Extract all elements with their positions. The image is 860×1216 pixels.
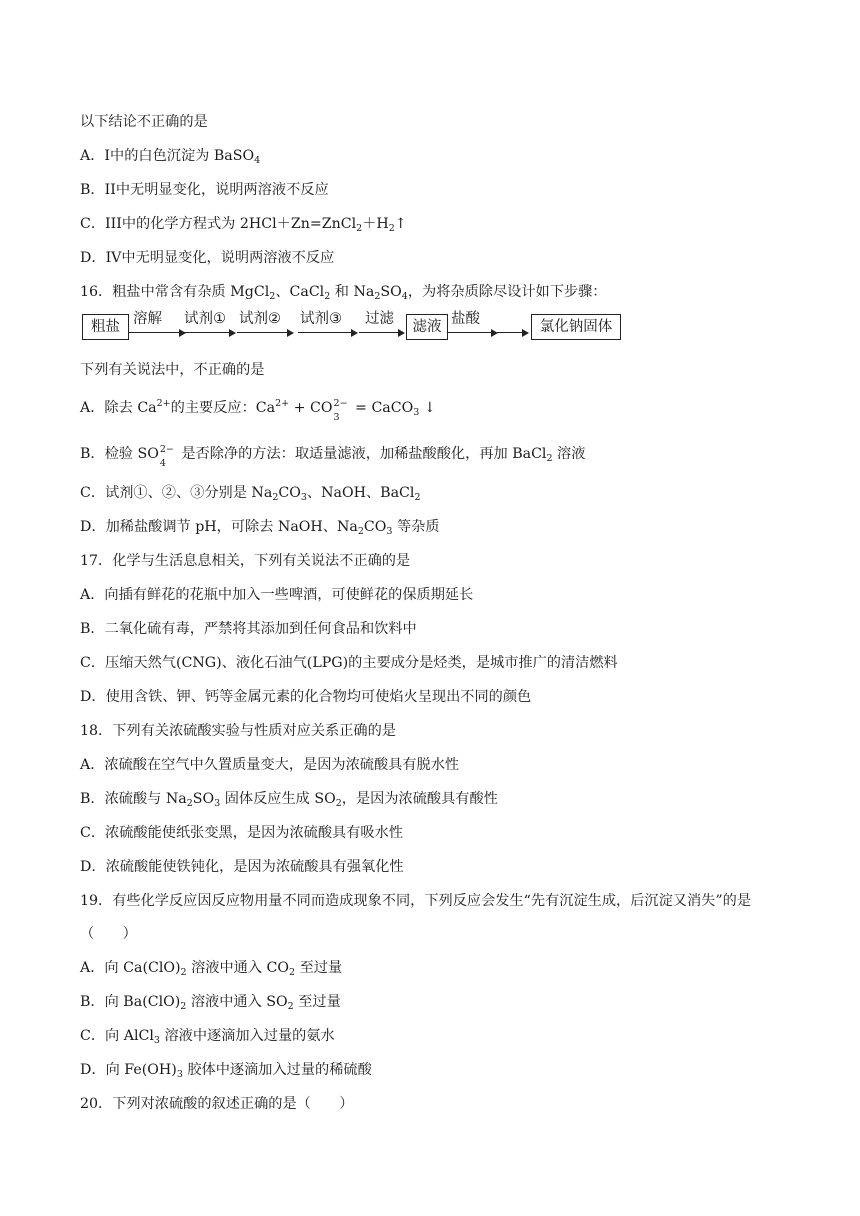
q17-option-c: C．压缩天然气(CNG)、液化石油气(LPG)的主要成分是烃类，是城市推广的清洁燃料: [80, 655, 618, 671]
flow-arrow: [129, 332, 184, 333]
q19-stem: 19．有些化学反应因反应物用量不同而造成现象不同，下列反应会发生“先有沉淀生成，后沉淀又消失”的是: [80, 893, 752, 909]
flow-label-reagent-3: 试剂③: [300, 311, 342, 327]
q16-option-b: B．检验 SO 2− 4 是否除净的方法：取适量滤液，加稀盐酸酸化，再加 BaCl$_2$ 溶液: [80, 444, 586, 469]
flow-arrow: [448, 332, 496, 333]
flow-arrow: [298, 332, 356, 333]
flow-arrow: [237, 332, 292, 333]
flow-label-reagent-2: 试剂②: [239, 311, 281, 327]
q18-option-d: D．浓硫酸能使铁钝化，是因为浓硫酸具有强氧化性: [80, 859, 404, 875]
flow-arrow: [184, 332, 234, 333]
q17-option-a: A．向插有鲜花的花瓶中加入一些啤酒，可使鲜花的保质期延长: [80, 587, 474, 603]
q15-stem: 以下结论不正确的是: [80, 114, 208, 130]
q18-stem: 18．下列有关浓硫酸实验与性质对应关系正确的是: [80, 723, 396, 739]
q18-option-b: B．浓硫酸与 $Na_2SO_3$ 固体反应生成 $SO_2$，是因为浓硫酸具有酸性: [80, 791, 498, 809]
q19-option-c: C．向 AlCl$_3$ 溶液中逐滴加入过量的氨水: [80, 1028, 335, 1046]
q16-option-a: A．除去 $Ca^{2+}$的主要反应：$Ca^{2+}$ + CO 2− 3 = CaCO$_3$ ↓: [80, 398, 436, 423]
q16-stem: 16．粗盐中常含有杂质 MgCl$_2$、CaCl$_2$ 和 $Na_2SO_4$，为将杂质除尽设计如下步骤：: [80, 284, 607, 302]
q19-option-a: A．向 $Ca(ClO)_2$ 溶液中通入 $CO_2$ 至过量: [80, 960, 343, 978]
flow-label-reagent-1: 试剂①: [184, 311, 226, 327]
q16-option-d: D．加稀盐酸调节 pH，可除去 NaOH、$Na_2CO_3$ 等杂质: [80, 519, 440, 537]
flow-box-filtrate: 滤液: [406, 314, 448, 340]
q20-stem: 20．下列对浓硫酸的叙述正确的是（ ）: [80, 1096, 354, 1112]
q16-a-equation: $Ca^{2+}$ + CO 2− 3 = CaCO$_3$ ↓: [255, 398, 436, 423]
q15-option-b: B．II中无明显变化，说明两溶液不反应: [80, 182, 329, 198]
q15-option-d: D．IV中无明显变化，说明两溶液不反应: [80, 250, 335, 266]
q15-option-c: C．III中的化学方程式为 $2HCl+Zn=ZnCl_2+H_2↑$: [80, 216, 407, 234]
q18-option-c: C．浓硫酸能使纸张变黑，是因为浓硫酸具有吸水性: [80, 825, 403, 841]
flow-box-nacl-solid: 氯化钠固体: [531, 314, 621, 340]
q19-option-d: D．向 $Fe(OH)_3$ 胶体中逐滴加入过量的稀硫酸: [80, 1062, 372, 1080]
q16-prompt: 下列有关说法中，不正确的是: [80, 362, 265, 378]
q18-option-a: A．浓硫酸在空气中久置质量变大，是因为浓硫酸具有脱水性: [80, 757, 460, 773]
purification-flow-diagram: [80, 310, 625, 346]
q15-option-a: A．I中的白色沉淀为 BaSO$_4$: [80, 148, 261, 166]
q16-option-c: C．试剂①、②、③分别是 $Na_2CO_3$、NaOH、BaCl$_2$: [80, 485, 421, 503]
q17-stem: 17．化学与生活息息相关，下列有关说法不正确的是: [80, 553, 411, 569]
flow-label-hcl: 盐酸: [451, 311, 480, 327]
q17-option-d: D．使用含铁、钾、钙等金属元素的化合物均可使焰火呈现出不同的颜色: [80, 689, 532, 705]
flow-arrow: [359, 332, 403, 333]
flow-label-dissolve: 溶解: [133, 311, 162, 327]
q19-option-b: B．向 $Ba(ClO)_2$ 溶液中通入 $SO_2$ 至过量: [80, 994, 341, 1012]
flow-arrow: [497, 332, 527, 333]
flow-box-crude-salt: 粗盐: [82, 314, 129, 340]
q17-option-b: B．二氧化硫有毒，严禁将其添加到任何食品和饮料中: [80, 621, 417, 637]
flow-label-filter: 过滤: [365, 311, 394, 327]
q19-answer-paren: （ ）: [80, 926, 137, 942]
